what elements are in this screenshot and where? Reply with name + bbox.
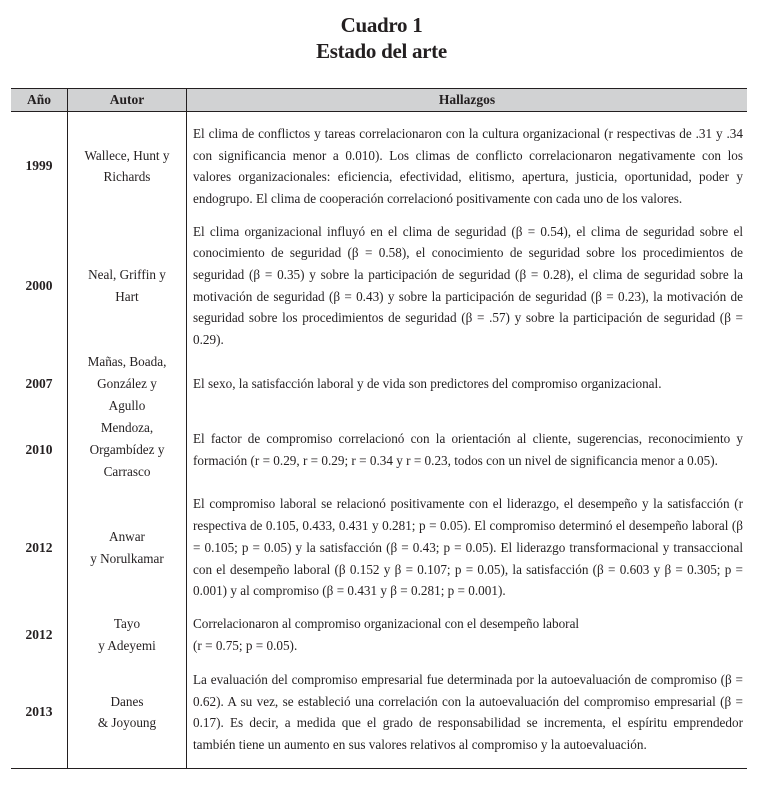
table-row [11, 613, 747, 657]
findings-line: (r = 0.75; p = 0.05). [193, 637, 298, 653]
table-caption [0, 12, 763, 64]
table-row [11, 112, 747, 221]
year-cell: 2012 [25, 539, 53, 555]
findings-cell [187, 613, 748, 657]
author-line: Richards [103, 169, 151, 185]
table-row [11, 657, 747, 769]
author-line: Carrasco [103, 463, 151, 479]
findings-cell: El compromiso laboral se relacionó positivamente con el liderazgo, el desempeño y la satisfacción (r respectiva de 0.105, 0.433, 0.431 y 0.281; p = 0.05). El compromiso determinó el desempeño laboral (β = 0.105; p = 0.05) y la satisfacción (β = 0.43; p = 0.05). El liderazgo transformacional y transaccional con el desempeño laboral (β 0.152 y β = 0.107; p = 0.05), la satisfacción (β = 0.603 y β = 0.305; p = 0.001) y al compromiso (β = 0.431 y β = 0.281; p = 0.001). [193, 496, 743, 599]
year-cell: 2012 [25, 626, 53, 642]
author-line: Anwar [109, 529, 145, 545]
author-line: Tayo [113, 616, 141, 632]
table-number: Cuadro 1 [340, 13, 423, 37]
year-cell: 2013 [11, 657, 68, 769]
findings-cell: El factor de compromiso correlacionó con la orientación al cliente, sugerencias, reconocimiento y formación (r = 0.29, r = 0.29; r = 0.34 y r = 0.23, todos con un nivel de significancia menor a 0.05). [193, 431, 743, 468]
findings-cell: La evaluación del compromiso empresarial fue determinada por la autoevaluación de compromiso (β = 0.62). A su vez, se estableció una correlación con la autoevaluación del compromiso empresarial (β = 0.17). Es decir, a medida que el grado de responsabilidad se incrementa, el espíritu emprendedor también tiene un aumento en sus valores relativos al compromiso y la autoevaluación. [187, 657, 748, 769]
year-cell: 2000 [25, 277, 53, 293]
author-line: Orgambídez y [89, 441, 165, 457]
author-cell [68, 351, 187, 417]
author-line: y Adeyemi [98, 637, 156, 653]
table-row [11, 483, 747, 613]
author-line: Mendoza, [100, 420, 154, 436]
header-findings: Hallazgos [187, 89, 748, 112]
author-line: & Joyoung [97, 715, 157, 731]
header-author: Autor [68, 89, 187, 112]
author-line: Agullo [108, 397, 146, 413]
author-cell [68, 657, 187, 769]
author-cell [68, 417, 187, 483]
author-cell [68, 483, 187, 613]
author-line: y Norulkamar [90, 550, 164, 566]
author-cell [68, 112, 187, 221]
table-row [11, 221, 747, 351]
author-line: Wallece, Hunt y [84, 147, 170, 163]
author-line: Hart [115, 288, 139, 304]
author-line: Mañas, Boada, [87, 354, 167, 370]
findings-cell: El clima organizacional influyó en el clima de seguridad (β = 0.54), el clima de seguridad sobre el conocimiento de seguridad (β = 0.58), el conocimiento de seguridad sobre los procedimientos de seguridad (β = 0.35) y sobre la participación de seguridad (β = 0.28), el clima de seguridad sobre la motivación de seguridad (β = 0.43) y sobre la participación de seguridad (β = 0.23), la motivación de seguridad sobre los procedimientos de seguridad (β = .57) y sobre la participación de seguridad (β = 0.29). [193, 223, 743, 348]
author-line: Neal, Griffin y [88, 266, 166, 282]
author-line: González y [97, 375, 157, 391]
table-row [11, 417, 747, 483]
author-line: Danes [110, 693, 144, 709]
year-cell: 1999 [25, 158, 53, 174]
header-row [11, 89, 747, 112]
author-cell [68, 221, 187, 351]
header-year: Año [11, 89, 68, 112]
state-of-the-art-table [11, 88, 747, 769]
author-cell [68, 613, 187, 657]
year-cell: 2010 [25, 441, 53, 457]
findings-line: Correlacionaron al compromiso organizacional con el desempeño laboral [193, 616, 580, 632]
findings-cell: El clima de conflictos y tareas correlacionaron con la cultura organizacional (r respectivas de .31 y .34 con significancia menor a 0.010). Los climas de conflicto correlacionaron negativamente con los valores organizacionales: eficiencia, efectividad, elitismo, apertura, justicia, oportunidad, poder y endogrupo. El clima de cooperación correlacionó positivamente con cada uno de los valores. [193, 125, 743, 206]
year-cell: 2007 [25, 375, 53, 391]
table-title: Estado del arte [316, 39, 447, 63]
table-row [11, 351, 747, 417]
findings-cell: El sexo, la satisfacción laboral y de vida son predictores del compromiso organizacional. [193, 375, 662, 391]
